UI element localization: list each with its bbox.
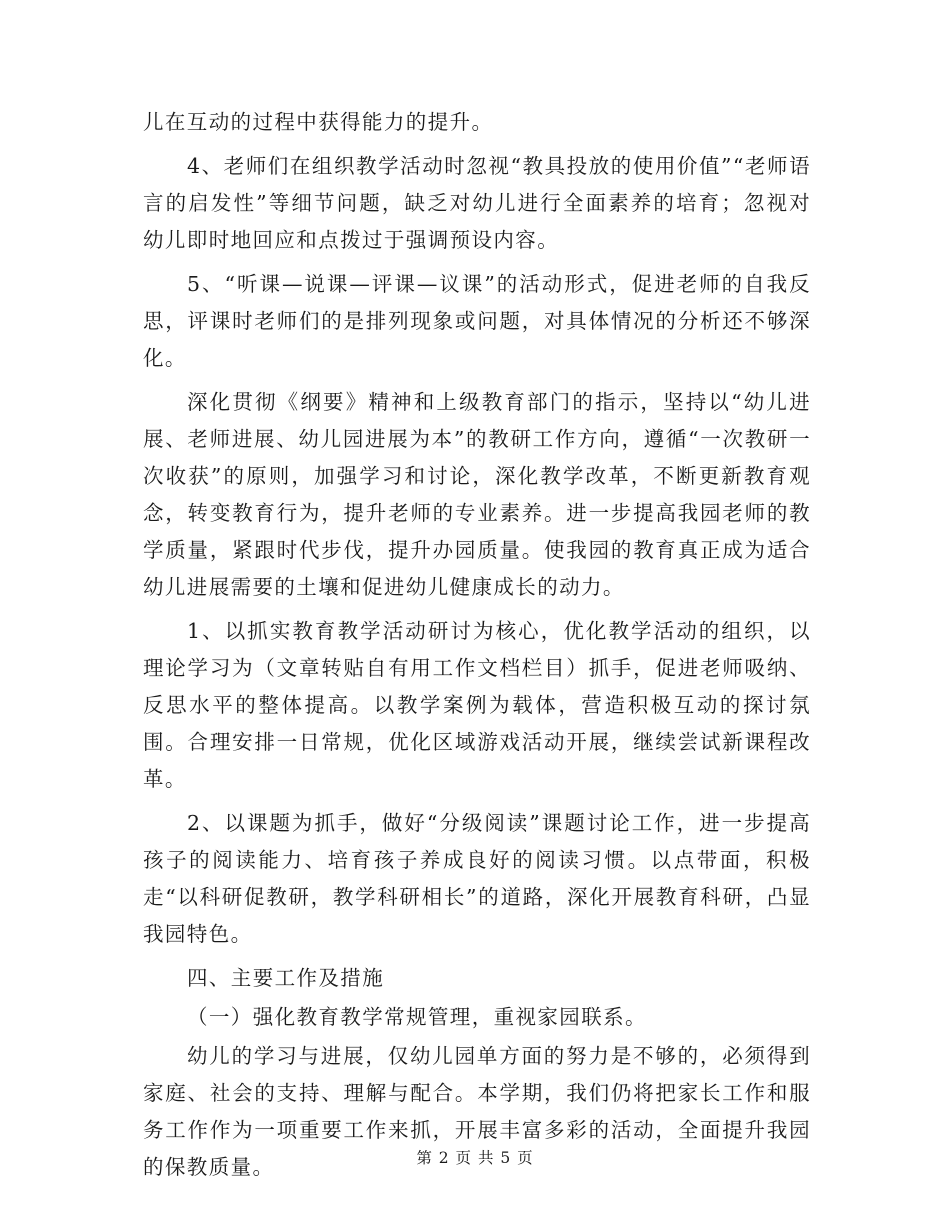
paragraph-goal-2: 2、以课题为抓手，做好“分级阅读”课题讨论工作，进一步提高孩子的阅读能力、培育孩子养成良好的阅读习惯。以点带面，积极走“以科研促教研，教学科研相长”的道路，深化开展教育科研，凸显我园特色。 (143, 811, 811, 946)
paragraph-item-4: 4、老师们在组织教学活动时忽视“教具投放的使用价值”“老师语言的启发性”等细节问题，缺乏对幼儿进行全面素养的培育；忽视对幼儿即时地回应和点拨过于强调预设内容。 (143, 154, 811, 252)
subsection-heading: （一）强化教育教学常规管理，重视家园联系。 (187, 1005, 647, 1029)
paragraph-goal-1: 1、以抓实教育教学活动研讨为核心，优化教学活动的组织，以理论学习为（文章转贴自有用工作文档栏目）抓手，促进老师吸纳、反思水平的整体提高。以教学案例为载体，营造积极互动的探讨氛围。合理安排一日常规，优化区域游戏活动开展，继续尝试新课程改革。 (143, 619, 811, 791)
section-heading: 四、主要工作及措施 (187, 966, 385, 990)
document-body (143, 104, 811, 1193)
paragraph-continuation: 儿在互动的过程中获得能力的提升。 (143, 110, 494, 134)
page-footer: 第 2 页 共 5 页 (416, 1149, 534, 1167)
paragraph-guiding-principle: 深化贯彻《纲要》精神和上级教育部门的指示，坚持以“幼儿进展、老师进展、幼儿园进展为本”的教研工作方向，遵循“一次教研一次收获”的原则，加强学习和讨论，深化教学改革，不断更新教育观念，转变教育行为，提升老师的专业素养。进一步提高我园老师的教学质量，紧跟时代步伐，提升办园质量。使我园的教育真正成为适合幼儿进展需要的土壤和促进幼儿健康成长的动力。 (143, 390, 811, 599)
paragraph-family-cooperation: 幼儿的学习与进展，仅幼儿园单方面的努力是不够的，必须得到家庭、社会的支持、理解与配合。本学期，我们仍将把家长工作和服务工作作为一项重要工作来抓，开展丰富多彩的活动，全面提升我园的保教质量。 (143, 1044, 811, 1179)
paragraph-item-5: 5、“听课—说课—评课—议课”的活动形式，促进老师的自我反思，评课时老师们的是排列现象或问题，对具体情况的分析还不够深化。 (143, 272, 811, 370)
